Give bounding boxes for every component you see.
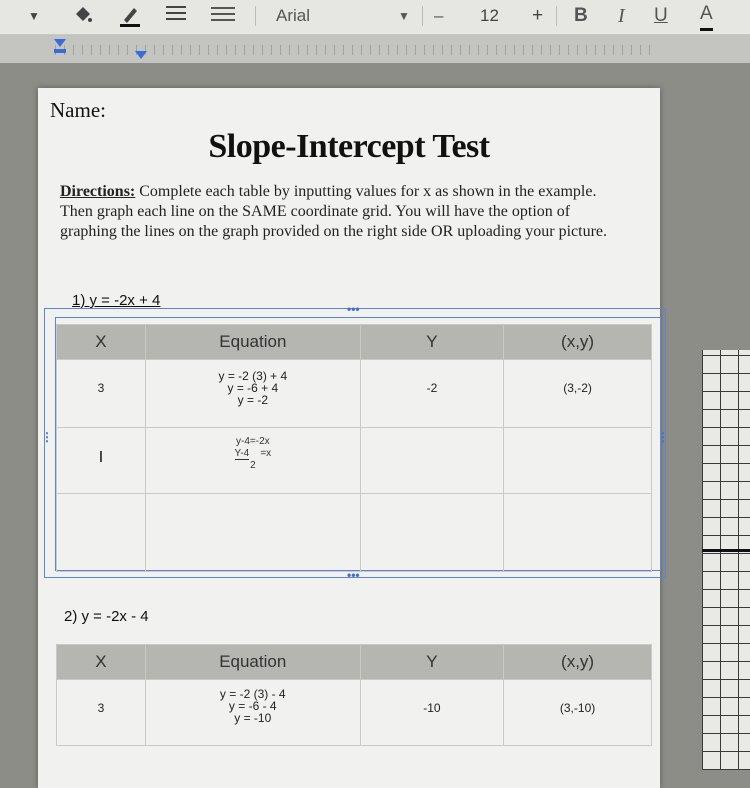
font-family-select[interactable]: Arial (276, 6, 311, 25)
equation-line: y = -6 + 4 (227, 381, 279, 395)
left-margin-marker-icon[interactable] (54, 49, 66, 53)
directions-paragraph (60, 182, 620, 242)
table2-col-equation: Equation (145, 645, 360, 680)
bold-button[interactable]: B (574, 5, 588, 26)
y-value: -2 (426, 381, 438, 395)
x-axis (702, 549, 750, 552)
font-dropdown-arrow-icon[interactable]: ▼ (398, 9, 410, 23)
resize-handle-icon[interactable]: ••• (347, 302, 360, 316)
equation-line: y = -6 - 4 (228, 699, 277, 713)
line-spacing-icon[interactable] (210, 4, 236, 28)
underline-button[interactable]: U (654, 5, 668, 26)
directions-label: Directions: (60, 183, 136, 200)
xy-value: (3,-10) (559, 701, 596, 715)
resize-handle-icon[interactable]: ••• (347, 568, 360, 582)
ruler (0, 35, 750, 63)
resize-handle-icon[interactable]: ⋮ (41, 430, 53, 444)
table1-col-y: Y (360, 325, 503, 360)
table-cell[interactable] (57, 680, 146, 746)
table1-col-xy: (x,y) (504, 325, 652, 360)
table-cell[interactable] (145, 360, 360, 428)
table-row (57, 494, 652, 572)
x-value: 3 (97, 701, 105, 715)
equation-line: 2 (250, 460, 256, 471)
table-cell[interactable] (504, 494, 652, 572)
increase-font-size-button[interactable]: + (532, 5, 544, 26)
resize-handle-icon[interactable]: ⋮ (657, 430, 669, 444)
equation-line: y = -2 (237, 393, 269, 407)
highlighter-icon[interactable] (118, 4, 142, 28)
table-cell[interactable] (145, 494, 360, 572)
table2 (56, 644, 652, 746)
table2-col-x: X (57, 645, 146, 680)
table2-col-xy: (x,y) (504, 645, 652, 680)
table-cell[interactable] (57, 360, 146, 428)
table-row (57, 680, 652, 746)
table2-heading: 2) y = -2x - 4 (64, 608, 149, 625)
italic-button[interactable]: I (618, 5, 625, 27)
toolbar-separator (556, 6, 557, 26)
table-cell[interactable] (504, 428, 652, 494)
xy-value: (3,-2) (563, 381, 592, 395)
name-label: Name: (50, 98, 106, 122)
table-row (57, 360, 652, 428)
y-value: -10 (423, 701, 441, 715)
text-cursor: I (98, 449, 104, 466)
equation-line: y-4=-2x (236, 436, 270, 447)
table-cell[interactable] (360, 494, 503, 572)
table1 (56, 324, 652, 572)
decrease-font-size-button[interactable]: – (434, 6, 444, 25)
table2-col-y: Y (360, 645, 503, 680)
align-left-icon[interactable] (165, 4, 187, 28)
table-cell[interactable] (145, 428, 360, 494)
dropdown-arrow-icon[interactable]: ▼ (28, 9, 40, 23)
indent-marker-icon[interactable] (54, 39, 66, 47)
font-size-input[interactable]: 12 (480, 6, 499, 25)
equation-line (147, 448, 359, 460)
toolbar-separator (255, 6, 256, 26)
equation-line: y = -2 (3) + 4 (218, 369, 288, 383)
equation-line: y = -2 (3) - 4 (219, 687, 286, 701)
table-cell[interactable] (57, 494, 146, 572)
table1-heading: 1) y = -2x + 4 (72, 292, 161, 309)
table-cell[interactable] (504, 680, 652, 746)
table-row (57, 428, 652, 494)
table-cell[interactable] (360, 428, 503, 494)
document-page (38, 88, 669, 788)
equation-equals-x: =x (260, 448, 272, 459)
x-value: 3 (97, 381, 105, 395)
table-cell[interactable] (360, 360, 503, 428)
formatting-toolbar (0, 0, 750, 35)
equation-line: y = -10 (234, 711, 272, 725)
table1-col-equation: Equation (145, 325, 360, 360)
directions-text: Complete each table by inputting values for x as shown in the example. Then graph each line on the SAME coordinate grid. You will have the option of graphing the lines on the graph provided on the right side OR uploading your picture. (60, 183, 607, 240)
table-cell[interactable] (360, 680, 503, 746)
paint-format-icon[interactable] (72, 4, 94, 28)
coordinate-grid (702, 350, 750, 770)
equation-fraction-top: Y-4 (234, 448, 250, 459)
text-color-button[interactable]: A (700, 4, 713, 31)
table-cell[interactable] (57, 428, 146, 494)
page-title: Slope-Intercept Test (208, 128, 490, 165)
tab-stop-icon[interactable] (135, 51, 147, 59)
table-cell[interactable] (504, 360, 652, 428)
table-cell[interactable] (145, 680, 360, 746)
toolbar-separator (422, 6, 423, 26)
table1-col-x: X (57, 325, 146, 360)
